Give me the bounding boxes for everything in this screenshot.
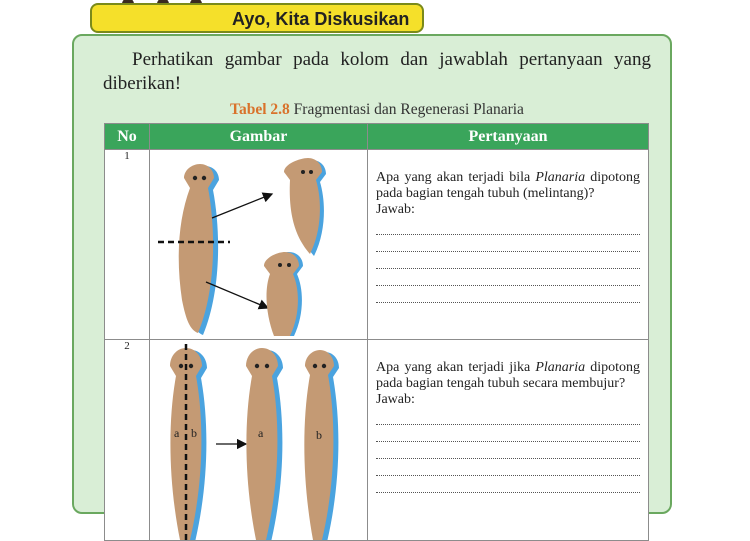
image-cell <box>150 340 368 541</box>
answer-line[interactable] <box>376 408 640 425</box>
planaria-half-b-icon <box>304 350 339 540</box>
planaria-whole-icon <box>170 348 207 540</box>
answer-line[interactable] <box>376 476 640 493</box>
table-row <box>105 150 649 340</box>
table-caption-number: Tabel 2.8 <box>230 101 290 118</box>
question-cell <box>368 340 649 541</box>
question-part: dipotong pada bagian tengah tubuh (melintang)? <box>376 170 641 201</box>
row-number: 1 <box>105 150 150 340</box>
label-b: b <box>191 426 197 440</box>
instruction-text: Perhatikan gambar pada kolom dan jawablah pertanyaan yang diberikan! <box>103 49 651 94</box>
answer-line[interactable] <box>376 286 640 303</box>
table-header-row <box>105 124 649 150</box>
question-part: Apa yang akan terjadi jika <box>376 360 536 375</box>
species-name: Planaria <box>535 360 586 375</box>
answer-label: Jawab: <box>376 392 415 407</box>
table-row <box>105 340 649 541</box>
answer-line[interactable] <box>376 235 640 252</box>
question-text <box>376 360 640 392</box>
header-question: Pertanyaan <box>368 124 649 150</box>
header-image: Gambar <box>150 124 368 150</box>
arrow-icon <box>206 282 268 308</box>
species-name: Planaria <box>535 170 586 185</box>
arrow-icon <box>212 194 272 218</box>
answer-line[interactable] <box>376 269 640 286</box>
planaria-tail-fragment-icon <box>264 252 303 336</box>
planaria-whole-icon <box>179 164 219 335</box>
section-title: Ayo, Kita Diskusikan <box>232 9 410 29</box>
planaria-head-fragment-icon <box>284 158 326 256</box>
question-text <box>376 170 640 202</box>
answer-line[interactable] <box>376 218 640 235</box>
header-no: No <box>105 124 150 150</box>
answer-label: Jawab: <box>376 202 415 217</box>
transverse-cut-illustration <box>150 150 368 339</box>
table-caption-text: Fragmentasi dan Regenerasi Planaria <box>293 101 524 118</box>
label-a: a <box>258 426 264 440</box>
planaria-half-a-icon <box>246 348 283 540</box>
longitudinal-cut-illustration <box>150 340 368 540</box>
row-number: 2 <box>105 340 150 541</box>
image-cell <box>150 150 368 340</box>
question-part: Apa yang akan terjadi bila <box>376 170 536 185</box>
answer-line[interactable] <box>376 459 640 476</box>
label-b: b <box>316 428 322 442</box>
answer-line[interactable] <box>376 442 640 459</box>
question-cell <box>368 150 649 340</box>
planaria-table <box>104 123 649 541</box>
table-caption <box>104 101 650 119</box>
label-a: a <box>174 426 180 440</box>
answer-line[interactable] <box>376 425 640 442</box>
question-part: dipotong pada bagian tengah tubuh secara membujur? <box>376 360 641 391</box>
answer-line[interactable] <box>376 252 640 269</box>
